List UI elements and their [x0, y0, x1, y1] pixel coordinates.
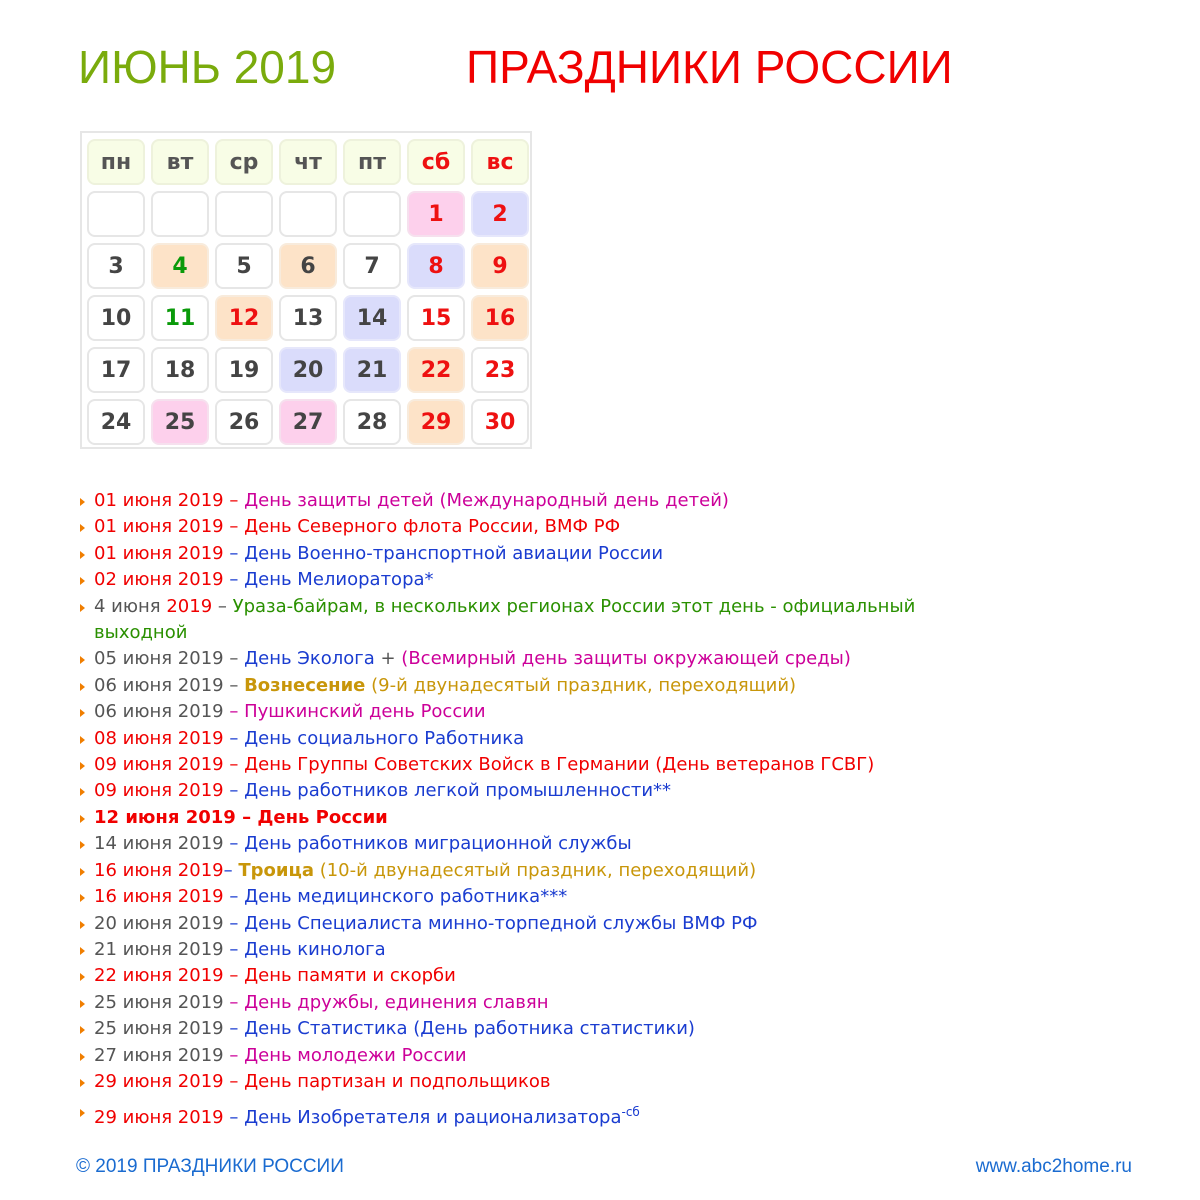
- holiday-item: [78, 884, 1158, 910]
- holidays-title: ПРАЗДНИКИ РОССИИ: [466, 41, 953, 93]
- holiday-plus: +: [374, 648, 402, 670]
- weekday-header-fri: пт: [343, 139, 401, 185]
- holiday-name-rest: (9-й двунадесятый праздник, переходящий): [365, 674, 797, 696]
- weekday-header-thu: чт: [279, 139, 337, 185]
- holiday-name: День памяти и скорби: [244, 965, 456, 987]
- holiday-date: 01 июня 2019: [94, 542, 224, 564]
- holiday-date: 21 июня 2019: [94, 938, 224, 960]
- holiday-separator: –: [223, 833, 245, 855]
- holiday-name-bold: Вознесение: [244, 674, 366, 696]
- holiday-item: [78, 646, 1158, 672]
- holiday-separator: –: [223, 674, 245, 696]
- weekday-header-sat: сб: [407, 139, 465, 185]
- holiday-date: 08 июня 2019: [94, 727, 224, 749]
- holiday-separator: –: [223, 912, 245, 934]
- day-cell: 18: [151, 347, 209, 393]
- holiday-date: 06 июня 2019: [94, 701, 224, 723]
- day-cell: 6: [279, 243, 337, 289]
- holiday-separator: –: [223, 490, 245, 511]
- day-cell: 14: [343, 295, 401, 341]
- holiday-name: День социального Работника: [244, 727, 525, 749]
- bullet-arrow-icon: [80, 973, 85, 981]
- holiday-separator: –: [223, 569, 245, 591]
- holiday-separator: –: [223, 754, 245, 776]
- holiday-name: День Мелиоратора*: [244, 569, 434, 591]
- holiday-item: [78, 778, 1158, 804]
- holiday-item: [78, 1069, 1158, 1095]
- day-cell: 10: [87, 295, 145, 341]
- holiday-date: 01 июня 2019: [94, 490, 224, 511]
- day-cell: 19: [215, 347, 273, 393]
- calendar-grid: [80, 131, 532, 449]
- holiday-name: День работников миграционной службы: [244, 833, 632, 855]
- holiday-name: День дружбы, единения славян: [244, 991, 549, 1013]
- holiday-name: День Эколога: [244, 648, 375, 670]
- holiday-date: 20 июня 2019: [94, 912, 224, 934]
- holiday-separator: –: [223, 1044, 245, 1066]
- holiday-name: День кинолога: [244, 938, 386, 960]
- holiday-date: 05 июня 2019: [94, 648, 224, 670]
- holiday-date: 16 июня 2019: [94, 859, 224, 881]
- holiday-item: [78, 699, 1158, 725]
- day-cell-empty: [343, 191, 401, 237]
- bullet-arrow-icon: [80, 921, 85, 929]
- bullet-arrow-icon: [80, 736, 85, 744]
- holiday-date-year: 2019: [166, 595, 213, 617]
- bullet-arrow-icon: [80, 1053, 85, 1061]
- day-cell-empty: [279, 191, 337, 237]
- holiday-date: 22 июня 2019: [94, 965, 224, 987]
- day-cell: 8: [407, 243, 465, 289]
- holiday-separator: –: [223, 965, 245, 987]
- holiday-name-bold: Троица: [238, 859, 314, 881]
- holiday-item: [78, 594, 1158, 647]
- holiday-item-national: [78, 805, 1158, 831]
- day-cell: 24: [87, 399, 145, 445]
- holiday-name-extra: (Всемирный день защиты окружающей среды): [401, 648, 851, 670]
- bullet-arrow-icon: [80, 762, 85, 770]
- holiday-item: [78, 1043, 1158, 1069]
- day-cell: 5: [215, 243, 273, 289]
- day-cell: 26: [215, 399, 273, 445]
- holiday-item: [78, 990, 1158, 1016]
- weekday-header-mon: пн: [87, 139, 145, 185]
- bullet-arrow-icon: [80, 1109, 85, 1117]
- day-cell: 29: [407, 399, 465, 445]
- day-cell: 23: [471, 347, 529, 393]
- bullet-arrow-icon: [80, 524, 85, 532]
- holiday-item: [78, 831, 1158, 857]
- bullet-arrow-icon: [80, 788, 85, 796]
- holiday-item: [78, 911, 1158, 937]
- holiday-item: [78, 514, 1158, 540]
- holiday-name: День Статистика (День работника статистики): [244, 1018, 695, 1040]
- holiday-date-day: 4 июня: [94, 595, 167, 617]
- holiday-name: День работников легкой промышленности**: [244, 780, 672, 802]
- day-cell: 1: [407, 191, 465, 237]
- day-cell: 28: [343, 399, 401, 445]
- bullet-arrow-icon: [80, 498, 85, 506]
- holiday-date: 12 июня 2019: [94, 806, 236, 828]
- day-cell: 12: [215, 295, 273, 341]
- holiday-item: [78, 752, 1158, 778]
- bullet-arrow-icon: [80, 868, 85, 876]
- holiday-date: 06 июня 2019: [94, 674, 224, 696]
- holiday-date: 29 июня 2019: [94, 1107, 224, 1129]
- holiday-name-continued: выходной: [94, 622, 188, 644]
- holiday-item: [78, 1016, 1158, 1042]
- holiday-name: День Группы Советских Войск в Германии (День ветеранов ГСВГ): [244, 754, 875, 776]
- day-cell: 20: [279, 347, 337, 393]
- holiday-date: 09 июня 2019: [94, 780, 224, 802]
- bullet-arrow-icon: [80, 947, 85, 955]
- holiday-name: День Военно-транспортной авиации России: [244, 542, 664, 564]
- holiday-separator: –: [223, 727, 245, 749]
- holiday-separator: –: [223, 1018, 245, 1040]
- holiday-name: Пушкинский день России: [244, 701, 486, 723]
- bullet-arrow-icon: [80, 709, 85, 717]
- holiday-date: 02 июня 2019: [94, 569, 224, 591]
- holiday-separator: –: [212, 595, 233, 617]
- bullet-arrow-icon: [80, 1026, 85, 1034]
- day-cell: 3: [87, 243, 145, 289]
- holiday-separator: –: [223, 1070, 245, 1092]
- bullet-arrow-icon: [80, 577, 85, 585]
- day-cell: 2: [471, 191, 529, 237]
- bullet-arrow-icon: [80, 815, 85, 823]
- day-cell: 25: [151, 399, 209, 445]
- bullet-arrow-icon: [80, 656, 85, 664]
- bullet-arrow-icon: [80, 551, 85, 559]
- site-link[interactable]: www.abc2home.ru: [975, 1156, 1132, 1177]
- weekday-header-tue: вт: [151, 139, 209, 185]
- day-cell: 16: [471, 295, 529, 341]
- holiday-name: День Изобретателя и рационализатора: [244, 1107, 622, 1129]
- holiday-item: [78, 541, 1158, 567]
- bullet-arrow-icon: [80, 894, 85, 902]
- holiday-date: 25 июня 2019: [94, 991, 224, 1013]
- day-cell: 7: [343, 243, 401, 289]
- bullet-arrow-icon: [80, 1000, 85, 1008]
- holiday-separator: –: [223, 859, 239, 881]
- holiday-separator: –: [223, 516, 245, 538]
- holiday-item: [78, 858, 1158, 884]
- day-cell: 27: [279, 399, 337, 445]
- holiday-name: День Специалиста минно-торпедной службы ВМФ РФ: [244, 912, 758, 934]
- day-cell: 4: [151, 243, 209, 289]
- holiday-list: [78, 488, 1158, 1132]
- holiday-separator: –: [223, 701, 245, 723]
- day-cell: 11: [151, 295, 209, 341]
- day-cell: 13: [279, 295, 337, 341]
- holiday-item: [78, 673, 1158, 699]
- holiday-name: Ураза-байрам, в нескольких регионах России этот день - официальный: [232, 595, 916, 617]
- holiday-separator: –: [223, 991, 245, 1013]
- holiday-date: 14 июня 2019: [94, 833, 224, 855]
- holiday-note: -сб: [621, 1105, 640, 1120]
- bullet-arrow-icon: [80, 841, 85, 849]
- bullet-arrow-icon: [80, 1079, 85, 1087]
- holiday-name: День Северного флота России, ВМФ РФ: [244, 516, 621, 538]
- day-cell: 15: [407, 295, 465, 341]
- holiday-date: 09 июня 2019: [94, 754, 224, 776]
- day-cell-empty: [151, 191, 209, 237]
- holiday-item: [78, 726, 1158, 752]
- month-title: ИЮНЬ 2019: [78, 41, 337, 93]
- holiday-separator: –: [235, 806, 258, 828]
- day-cell-empty: [215, 191, 273, 237]
- holiday-item: [78, 488, 1158, 514]
- holiday-separator: –: [223, 1107, 245, 1129]
- holiday-date: 27 июня 2019: [94, 1044, 224, 1066]
- holiday-item: [78, 1099, 1158, 1131]
- bullet-arrow-icon: [80, 604, 85, 612]
- day-cell: 30: [471, 399, 529, 445]
- holiday-name: День молодежи России: [244, 1044, 467, 1066]
- holiday-date: 29 июня 2019: [94, 1070, 224, 1092]
- copyright-text: © 2019 ПРАЗДНИКИ РОССИИ: [76, 1156, 344, 1177]
- holiday-name: День России: [257, 806, 388, 828]
- holiday-separator: –: [223, 648, 245, 670]
- holiday-date: 01 июня 2019: [94, 516, 224, 538]
- holiday-name: День медицинского работника***: [244, 886, 568, 908]
- day-cell: 22: [407, 347, 465, 393]
- holiday-name: День защиты детей (Международный день детей): [244, 490, 729, 511]
- holiday-separator: –: [223, 780, 245, 802]
- weekday-header-wed: ср: [215, 139, 273, 185]
- holiday-item: [78, 937, 1158, 963]
- bullet-arrow-icon: [80, 683, 85, 691]
- holiday-name-rest: (10-й двунадесятый праздник, переходящий): [313, 859, 757, 881]
- day-cell: 21: [343, 347, 401, 393]
- holiday-separator: –: [223, 938, 245, 960]
- day-cell: 17: [87, 347, 145, 393]
- holiday-date: 16 июня 2019: [94, 886, 224, 908]
- holiday-date: 25 июня 2019: [94, 1018, 224, 1040]
- weekday-header-sun: вс: [471, 139, 529, 185]
- holiday-name: День партизан и подпольщиков: [244, 1070, 551, 1092]
- holiday-separator: –: [223, 886, 245, 908]
- day-cell-empty: [87, 191, 145, 237]
- holiday-item: [78, 567, 1158, 593]
- day-cell: 9: [471, 243, 529, 289]
- holiday-item: [78, 963, 1158, 989]
- holiday-separator: –: [223, 542, 245, 564]
